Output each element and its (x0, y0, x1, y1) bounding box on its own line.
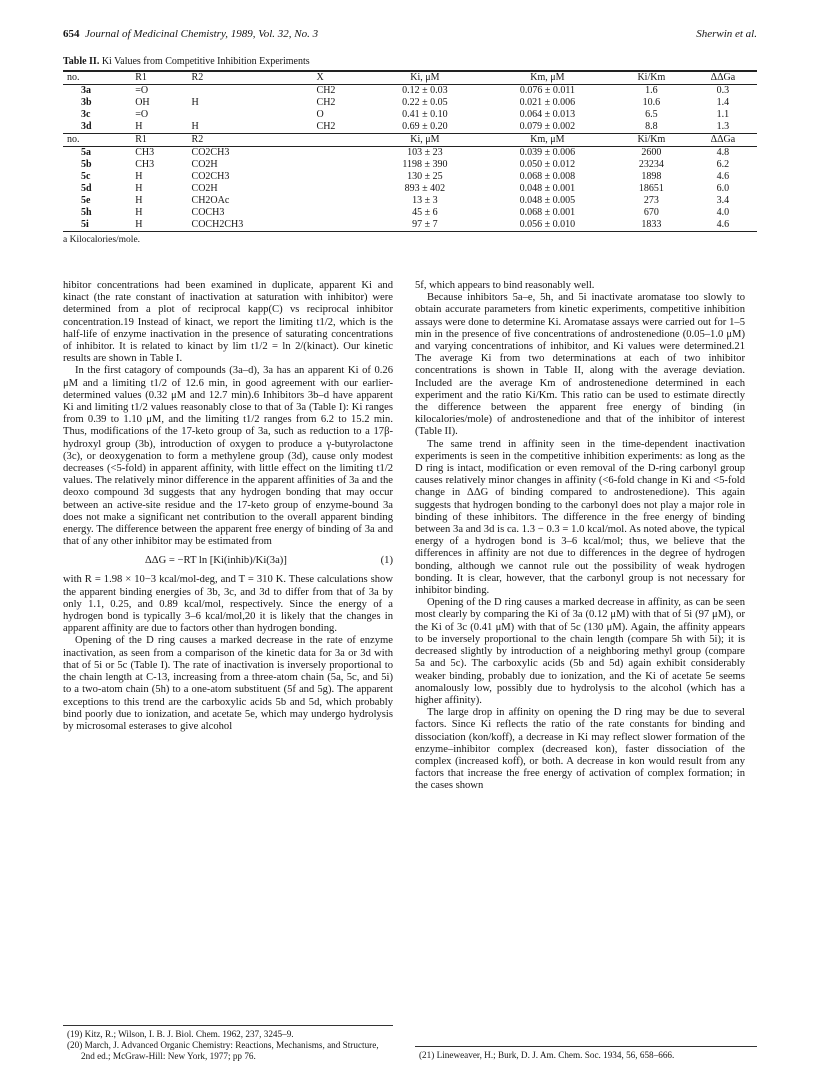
table-cell: 10.6 (642, 97, 661, 108)
paragraph: In the first catagory of compounds (3a–d), 3a has an apparent Ki of 0.26 μM and a limiting t1/2 of 12.6 min, in good agreement with our earlier-determined values (0.32 μM and 12.7 min).6 Inhibitors 3b–d have apparent Ki and limiting t1/2 values reasonably close to that of 3a (Table I): Ki ranges from 0.39 to 1.10 μM, and the limiting t1/2 ranges from 6.2 to 15.2 min. Thus, modifications of the 17-keto group of 3a, such as reduction to a 17β-hydroxyl group (3b), introduction of oxygen to produce a γ-butyrolactone (3c), or deoxygenation to form a methylene group (3d), cause only modest decreases (<5-fold) in apparent affinity, with little effect on the limiting t1/2 values. The relatively minor difference in the apparent affinities of 3a and the deoxo compound 3d suggests that any hydrogen bonding that may occur between an active-site residue and the 17-keto group of enzyme-bound 3a does not make a significant net contribution to the overall apparent binding energy. The difference between the apparent free energy of binding of 3a and that of any other inhibitor may be estimated from (63, 365, 393, 548)
references-left (63, 1025, 393, 1061)
equation-expression: ΔΔG = −RT ln [Ki(inhib)/Ki(3a)] (145, 555, 287, 567)
column-header: Ki, μM (369, 134, 481, 147)
table-cell: H (135, 183, 143, 194)
table-row (63, 219, 757, 232)
right-column (415, 280, 745, 793)
table-row (63, 159, 757, 171)
table-cell: CH3 (135, 159, 155, 170)
table-cell: 0.039 ± 0.006 (519, 147, 576, 158)
table-cell: 4.0 (716, 207, 730, 218)
compound-number: 3d (63, 121, 131, 134)
journal-citation: Journal of Medicinal Chemistry, 1989, Vol. 32, No. 3 (85, 28, 319, 40)
table-cell: 8.8 (614, 121, 689, 134)
table-cell: 97 ± 7 (369, 219, 481, 232)
paragraph: hibitor concentrations had been examined in duplicate, apparent Ki and kinact (the rate constant of inactivation at saturation with inhibitor) were determined from a plot of reciprocal kapp(C) vs reciprocal inhibitor concentration.19 Instead of kinact, we report the limiting t1/2, which is the half-life of enzyme inactivation in the presence of saturating concentrations of inhibitor. It is related to kinact by lim t1/2 = ln 2/(kinact). Our kinetic results are shown in Table I. (63, 280, 393, 365)
running-header (63, 22, 757, 42)
paragraph: 5f, which appears to bind reasonably well. (415, 280, 595, 291)
table-cell: CO2H (191, 159, 218, 170)
column-header: Ki, μM (369, 71, 481, 85)
column-header: no. (63, 134, 131, 147)
table-cell: 1.6 (645, 85, 658, 96)
table-cell: 0.048 ± 0.005 (519, 195, 576, 206)
table-cell: 0.064 ± 0.013 (519, 109, 576, 120)
table-cell: CO2CH3 (191, 147, 230, 158)
reference-21: (21) Lineweaver, H.; Burk, D. J. Am. Chem. Soc. 1934, 56, 658–666. (419, 1050, 675, 1060)
page-number: 654 (63, 28, 80, 40)
table-cell: 13 ± 3 (412, 195, 438, 206)
table-cell: H (135, 195, 143, 206)
table-cell: 1898 (641, 171, 662, 182)
column-header: Ki/Km (614, 71, 689, 85)
table-title: Ki Values from Competitive Inhibition Experiments (101, 56, 310, 67)
table-row (63, 147, 757, 160)
table-header-row (63, 134, 757, 147)
table-cell: 0.050 ± 0.012 (519, 159, 576, 170)
reference-20: (20) March, J. Advanced Organic Chemistry: Reactions, Mechanisms, and Structure, 2nd ed.; McGraw-Hill: New York, 1977; pp 76. (67, 1039, 379, 1061)
column-header: no. (63, 71, 131, 85)
table-cell: 3.4 (716, 195, 730, 206)
table-footnote: a Kilocalories/mole. (63, 235, 141, 245)
table-cell: 0.048 ± 0.001 (519, 183, 576, 194)
table-cell: COCH2CH3 (188, 219, 313, 232)
table-cell (313, 147, 369, 160)
table-cell: 103 ± 23 (407, 147, 443, 158)
table-cell: CH2 (313, 121, 369, 134)
footnote-rule (63, 1025, 393, 1026)
table-cell (188, 85, 313, 98)
table-header-row (63, 71, 757, 85)
table-cell: H (135, 171, 143, 182)
table-cell (313, 171, 369, 183)
table-cell: 0.12 ± 0.03 (402, 85, 448, 96)
compound-number: 5d (81, 183, 92, 194)
table-cell: H (135, 207, 143, 218)
table-cell: 0.079 ± 0.002 (481, 121, 614, 134)
table-cell: 0.021 ± 0.006 (519, 97, 576, 108)
table-cell: 273 (643, 195, 659, 206)
table-row (63, 109, 757, 121)
table-cell: 0.3 (716, 85, 730, 96)
paragraph: The large drop in affinity on opening the D ring may be due to several factors. Since Ki reflects the ratio of the rate constants for binding and dissociation (kon/koff), a decrease in Ki may reflect slower formation of the enzyme–inhibitor complex (decreased kon), faster dissociation of the complex (increased koff), or both. A decrease in kon would result from any factors that increase the free energy of activation of complex formation; in the cases shown (415, 707, 745, 792)
table-cell: =O (135, 109, 149, 120)
table-row (63, 171, 757, 183)
table-cell: H (188, 121, 313, 134)
table-cell: 0.69 ± 0.20 (369, 121, 481, 134)
compound-number: 5h (81, 207, 92, 218)
table-row (63, 207, 757, 219)
table-cell: CO2H (191, 183, 218, 194)
table-cell: 6.0 (716, 183, 730, 194)
table-cell: 893 ± 402 (404, 183, 446, 194)
table-caption (63, 56, 757, 67)
paragraph: Because inhibitors 5a–e, 5h, and 5i inactivate aromatase too slowly to obtain accurate parameters from kinetic experiments, competitive inhibition assays were done to determine Ki. Aromatase assays were carried out for 1–5 min in the presence of five concentrations of androstenedione (0.05–1.0 μM) and varying concentrations of inhibitor, and Ki values were determined.21 The average Ki from two determinations at each of two inhibitor concentrations is shown in Table II, along with the average deviation. Included are the average Km of androstenedione determined in each experiment and the ratio Ki/Km. This ratio can be used to estimate directly the difference between the apparent free energy of binding (in kilocalories/mole) of androstenedione and that of the inhibitor of interest (Table II). (415, 292, 745, 438)
compound-number: 5e (81, 195, 91, 206)
left-column (63, 280, 393, 733)
table-cell: 1833 (614, 219, 689, 232)
column-header: R1 (131, 134, 187, 147)
table-row (63, 121, 757, 134)
table-cell: H (191, 97, 199, 108)
column-header: ΔΔGa (689, 134, 757, 147)
table-cell: 1.1 (716, 109, 730, 120)
table-cell: 4.8 (716, 147, 730, 158)
column-header: ΔΔGa (689, 71, 757, 85)
table-cell (313, 207, 369, 219)
column-header: R1 (131, 71, 187, 85)
table-cell: CH2 (316, 97, 336, 108)
table-cell (313, 159, 369, 171)
table-cell (313, 183, 369, 195)
table-cell: CO2CH3 (191, 171, 230, 182)
column-header: R2 (188, 71, 313, 85)
footnote-rule (415, 1046, 757, 1047)
table-cell: H (131, 121, 187, 134)
compound-number: 3b (81, 97, 92, 108)
table-cell: 1.3 (689, 121, 757, 134)
paragraph: Opening of the D ring causes a marked decrease in affinity, as can be seen most clearly by comparing the Ki of 3a (0.12 μM) with that of 5i (97 μM), or the Ki of 3c (0.41 μM) with that of 5c (130 μM). Again, the affinity appears to be inversely proportional to the chain length (compare 5h with 5i); it is decreased slightly by introduction of a neighboring methyl group (compare 5a and 5c). The carboxylic acids (5b and 5d) again exhibit considerably weaker binding, probably due to ionization, and the Ki of acetate 5e seems anomalously low, possibly due to hydrolysis to the alcohol (which has a higher affinity). (415, 597, 745, 706)
table-cell: H (131, 219, 187, 232)
table-body (63, 71, 757, 232)
table-cell (313, 195, 369, 207)
table-cell: 0.068 ± 0.008 (519, 171, 576, 182)
compound-number: 5b (81, 159, 92, 170)
column-header (313, 134, 369, 147)
compound-number: 5c (81, 171, 91, 182)
table-cell: CH3 (135, 147, 155, 158)
reference-19: (19) Kitz, R.; Wilson, I. B. J. Biol. Chem. 1962, 237, 3245–9. (67, 1029, 294, 1039)
table-cell: 0.056 ± 0.010 (481, 219, 614, 232)
table-cell: OH (135, 97, 150, 108)
compound-number: 5a (81, 147, 91, 158)
table-cell: 23234 (638, 159, 664, 170)
references-right (415, 1046, 757, 1061)
column-header: R2 (188, 134, 313, 147)
compound-number: 3c (81, 109, 91, 120)
table-row (63, 85, 757, 98)
table-cell: 6.5 (645, 109, 658, 120)
equation-1 (63, 552, 393, 570)
table-cell (313, 219, 369, 232)
compound-number: 3a (81, 85, 91, 96)
table-cell: 4.6 (689, 219, 757, 232)
table-cell: 0.068 ± 0.001 (519, 207, 576, 218)
table-cell: 0.076 ± 0.011 (519, 85, 575, 96)
table-row (63, 97, 757, 109)
table-cell: 670 (643, 207, 659, 218)
paragraph: The same trend in affinity seen in the time-dependent inactivation experiments is seen in the competitive inhibition experiments: as long as the D ring is intact, modification or even removal of the D-ring carbonyl group causes relatively minor changes in affinity (<6-fold change in Ki and <5-fold change in ΔΔG of binding compared to androstenedione). This again suggests that hydrogen bonding to the carbonyl does not play a major role in binding of these inhibitors. The difference in the free energy of binding between 3a and 3d is ca. 1.3 − 0.3 = 1.0 kcal/mol. As noted above, the typical energy of a hydrogen bond is 3–6 kcal/mol; thus, we believe that the differences in affinity are not due to differences in the degree of hydrogen bonding, although we cannot rule out the possibility of weak hydrogen bonding. It is clear, however, that the carbonyl group is not necessary for inhibitor binding. (415, 438, 745, 597)
journal-page (63, 22, 757, 1061)
table-cell: 2600 (641, 147, 662, 158)
table-row (63, 195, 757, 207)
equation-number: (1) (380, 555, 393, 567)
column-header: Km, μM (481, 71, 614, 85)
table-cell: 1.4 (716, 97, 730, 108)
ki-values-table (63, 70, 757, 232)
column-header: Km, μM (481, 134, 614, 147)
compound-number: 5i (63, 219, 131, 232)
table-cell: COCH3 (191, 207, 225, 218)
table-cell: 4.6 (716, 171, 730, 182)
table-cell: O (316, 109, 324, 120)
table-cell: CH2OAc (191, 195, 230, 206)
table-cell: 130 ± 25 (407, 171, 443, 182)
table-cell: 45 ± 6 (412, 207, 438, 218)
paragraph: with R = 1.98 × 10−3 kcal/mol-deg, and T = 310 K. These calculations show the apparent binding energies of 3b, 3c, and 3d to differ from that of 3a by only 1.1, 0.25, and 0.89 kcal/mol, respectively. Since the energy of a hydrogen bond is typically 3–6 kcal/mol,20 it is likely that the changes in apparent affinity are due to factors other than hydrogen bonding. (63, 574, 393, 635)
table-row (63, 183, 757, 195)
table-cell (188, 109, 313, 121)
table-cell: 0.41 ± 0.10 (402, 109, 448, 120)
table-cell: 1198 ± 390 (402, 159, 448, 170)
table-cell: 6.2 (716, 159, 730, 170)
table-cell: 18651 (638, 183, 664, 194)
table-cell: 0.22 ± 0.05 (402, 97, 448, 108)
paragraph: Opening of the D ring causes a marked decrease in the rate of enzyme inactivation, as seen from a comparison of the kinetic data for 3a or 3d with that of 5i or 5c (Table I). The rate of inactivation is inversely proportional to the chain length at C-13, increasing from a three-atom chain (5a, 5c, and 5i) to a two-atom chain (5h) to a one-atom substituent (5f and 5g). The apparent exceptions to this trend are the carboxylic acids 5b and 5d, which probably bind poorly due to ionization, and acetate 5e, which may undergo hydrolysis by microsomal esterases to give alcohol (63, 635, 393, 732)
table-cell: =O (135, 85, 149, 96)
column-header: X (313, 71, 369, 85)
table-label: Table II. (63, 56, 100, 67)
table-cell: CH2 (316, 85, 336, 96)
column-header: Ki/Km (614, 134, 689, 147)
running-authors: Sherwin et al. (696, 28, 757, 40)
